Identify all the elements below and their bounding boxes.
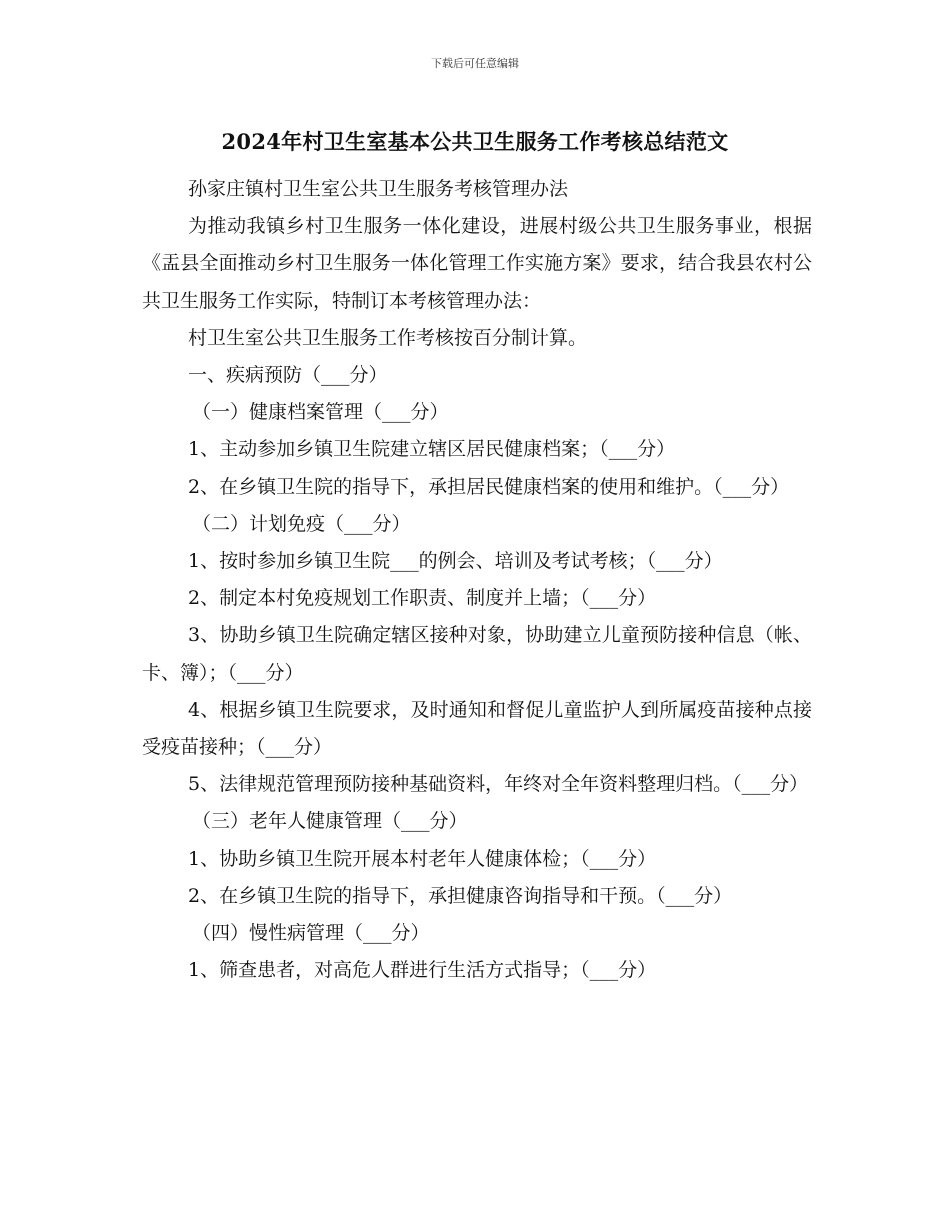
document-body: [142, 171, 812, 989]
paragraph-subtitle: 孙家庄镇村卫生室公共卫生服务考核管理办法: [188, 178, 569, 200]
list-item: 1、按时参加乡镇卫生院___的例会、培训及考试考核；（___分）: [188, 550, 723, 573]
section-heading: 一、疾病预防（___分）: [188, 364, 388, 387]
list-item: 2、制定本村免疫规划工作职责、制度并上墙；（___分）: [188, 587, 657, 610]
list-item: 2、在乡镇卫生院的指导下，承担健康咨询指导和干预。（___分）: [188, 884, 733, 907]
list-item: 1、主动参加乡镇卫生院建立辖区居民健康档案；（___分）: [188, 438, 676, 461]
header-note: 下载后可任意编辑: [431, 57, 519, 70]
list-item: 5、法律规范管理预防接种基础资料，年终对全年资料整理归档。（___分）: [188, 773, 809, 796]
subsection-heading: （三）老年人健康管理（___分）: [192, 810, 468, 833]
list-item: 3、协助乡镇卫生院确定辖区接种对象，协助建立儿童预防接种信息（帐、卡、簿）；（___分）: [142, 624, 812, 684]
list-item: 2、在乡镇卫生院的指导下，承担居民健康档案的使用和维护。（___分）: [188, 475, 790, 498]
paragraph-scoring: 村卫生室公共卫生服务工作考核按百分制计算。: [188, 326, 588, 349]
subsection-heading: （一）健康档案管理（___分）: [192, 401, 449, 424]
document-title: 2024年村卫生室基本公共卫生服务工作考核总结范文: [221, 129, 729, 154]
paragraph-intro: 为推动我镇乡村卫生服务一体化建设，进展村级公共卫生服务事业，根据《盂县全面推动乡村卫生服务一体化管理工作实施方案》要求，结合我县农村公共卫生服务工作实际，特制订本考核管理办法：: [142, 215, 812, 312]
subsection-heading: （二）计划免疫（___分）: [192, 512, 411, 535]
list-item: 1、协助乡镇卫生院开展本村老年人健康体检；（___分）: [188, 847, 657, 870]
list-item: 1、筛查患者，对高危人群进行生活方式指导；（___分）: [188, 959, 657, 982]
subsection-heading: （四）慢性病管理（___分）: [192, 922, 430, 945]
list-item: 4、根据乡镇卫生院要求，及时通知和督促儿童监护人到所属疫苗接种点接受疫苗接种；（___分）: [142, 698, 812, 759]
